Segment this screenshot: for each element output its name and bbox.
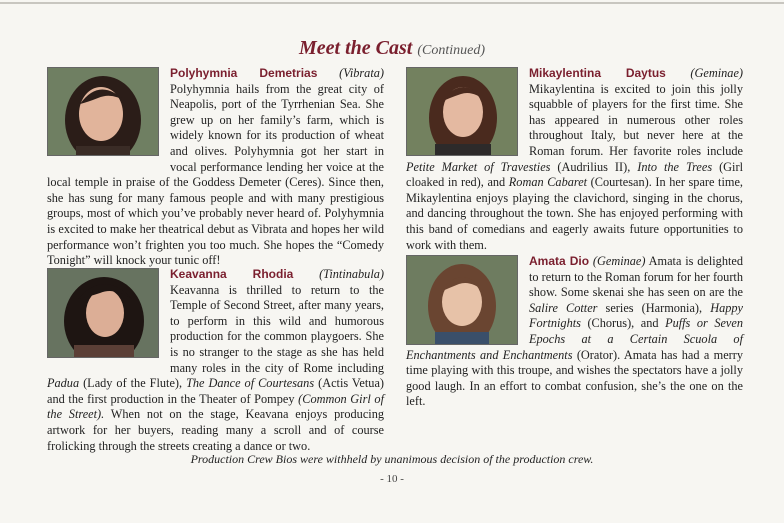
cast-role: (Tintinabula) [319,267,384,281]
cast-name: Polyhymnia Demetrias [170,66,318,80]
bio-text: (Courtesan). In her spare time, Mikaylentina enjoys playing the clavichord, singing in the chorus, and dancing throughout the town. She has enjoyed performing with this band of comedians and eagerly awaits future opportunities to work with them. [406,175,743,252]
work-title: Into the Trees [637,159,713,174]
work-title: Happy Fortnights [529,300,743,331]
bio-mikaylentina [406,66,743,253]
work-title: Petite Market of Travesties [406,159,551,174]
bio-text: Keavanna is thrilled to return to the Temple of Second Street, after many years, to perform in this wild and humorous production for the common playgoers. She is no stranger to the stage as she has held many roles in the city of Rome including [170,282,384,375]
page-title [0,37,784,62]
work-title: Salire Cotter [529,300,598,315]
page-number: - 10 - [380,473,404,485]
work-title: (Common Girl of the Street). [47,391,384,422]
bio-text: (Orator). Amata has had a merry time playing with this troupe, and wishes the spectators have a jolly good laugh. In an effort to combat confusion, she’s the one on the left. [406,347,743,409]
bio-text: (Lady of the Flute), [79,376,187,391]
bio-amata [406,254,743,410]
title-text: Meet the Cast [299,37,413,59]
bio-text: Mikaylentina is excited to join this jolly squabble of players for the first time. She has appeared in numerous other roles throughout Italy, but never here at the Roman forum. Her favorite roles include [529,81,743,158]
cast-name: Keavanna Rhodia [170,267,294,281]
cast-name: Mikaylentina Daytus [529,66,666,80]
bio-text: (Girl cloaked in red), and [406,159,743,190]
cast-role: (Geminae) [690,66,744,80]
work-title: The Dance of Courtesans [186,376,315,391]
bio-text: series (Harmonia), [597,300,711,315]
bio-keavanna [47,267,384,454]
bio-text: Amata is delighted to return to the Roman forum for her fourth show. Some skenai she has seen on are the [529,254,743,300]
bio-text: Polyhymnia hails from the great city of Neapolis, port of the Tyrrhenian Sea. She grew up on her family’s farm, which is widely known for its production of wheat and olives. Polyhymnia got her start in vocal performance lending her voice at the local temple in praise of the Goddess Demeter (Ceres). Since then, she has sung for many famous people and with many prestigious groups, most of which you’ve probably never heard of. Polyhymnia is excited to make her theatrical debut as Vibrata and hopes her wild performance won’t frighten you too much. She hopes the “Comedy Tonight” will knock your tunic off! [47,81,384,268]
cast-name: Amata Dio [529,254,590,268]
crew-note: Production Crew Bios were withheld by unanimous decision of the production crew. [190,452,594,466]
cast-role: (Vibrata) [339,66,384,80]
cast-role: (Geminae) [592,254,646,268]
bio-text: (Chorus), and [580,316,666,331]
title-continued: (Continued) [417,43,485,58]
bio-text: (Actis Vetua) and the first production in the Theater of Pompey [47,376,384,406]
work-title: Padua [47,376,80,391]
bio-polyhymnia [47,66,384,269]
work-title: Roman Cabaret [508,175,588,190]
top-rule [0,2,784,4]
bio-text: When not on the stage, Keavana enjoys producing artwork for her buyers, reading many a scroll and of course frolicking through the streets creating a dance or two. [47,407,384,453]
bio-text: (Audrilius II), [550,159,638,174]
work-title: Puffs or Seven Epochs at a Certain Scuola of Enchantments and Enchantments [406,316,743,362]
